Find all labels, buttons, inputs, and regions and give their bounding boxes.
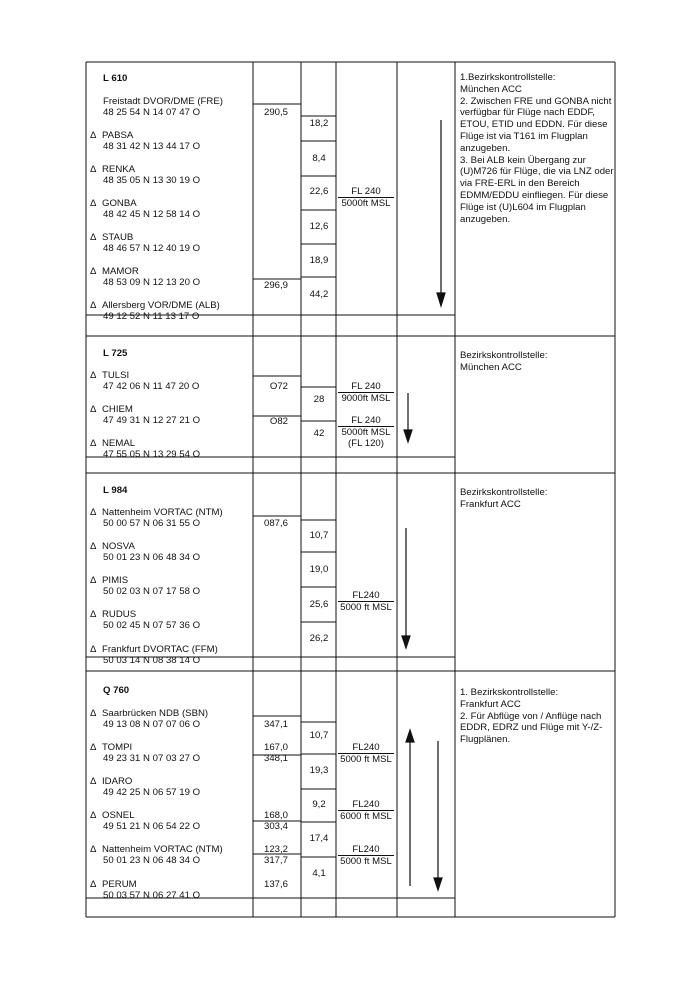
waypoint-row: Δ IDARO [90,776,133,787]
waypoint-coord: 49 13 08 N 07 07 06 O [103,719,201,730]
distance-value: 4,1 [312,868,326,879]
waypoint-row: Δ Nattenheim VORTAC (NTM) [90,507,223,518]
level-cell [336,381,396,404]
waypoint-coord: 48 53 09 N 12 13 20 O [103,277,201,288]
waypoint-row: Δ Frankfurt DVORTAC (FFM) [90,644,218,655]
triangle-icon: Δ [90,130,97,141]
waypoint-row: Δ PABSA [90,130,134,141]
triangle-icon: Δ [90,198,97,209]
waypoint-row: Δ GONBA [90,198,137,209]
lower-level: 6000 ft MSL [340,811,392,822]
triangle-icon: Δ [90,810,97,821]
remarks-block [460,72,616,225]
remark-line: Frankfurt ACC [460,698,521,710]
waypoint-coord: 49 23 31 N 07 03 27 O [103,753,201,764]
direction-arrows [402,120,445,890]
distance-value: 10,7 [309,730,329,741]
waypoint-row: Δ Nattenheim VORTAC (NTM) [90,844,223,855]
distance-value: 18,9 [309,255,329,266]
remark-line: 3. Bei ALB kein Übergang zur (U)M726 für Flüge, die via LNZ oder via FRE-ERL in den Bereich EDMM/EDDU einfliegen. Für diese Flüge ist (U)L604 im Flugplan anzugeben. [460,154,614,225]
route-id: L 610 [103,73,128,84]
waypoint-row: Δ RENKA [90,164,136,175]
waypoint-coord: 47 42 06 N 11 47 20 O [103,381,200,392]
waypoint-coord: 49 51 21 N 06 54 22 O [103,821,201,832]
waypoint-coord: 50 01 23 N 06 48 34 O [103,552,201,563]
triangle-icon: Δ [90,232,97,243]
triangle-icon: Δ [90,644,97,655]
track-value: 290,5 [263,107,288,118]
waypoint-coord: 47 49 31 N 12 27 21 O [103,415,201,426]
distance-value: 42 [313,428,325,439]
triangle-icon: Δ [90,300,97,311]
route-id: L 984 [103,485,128,496]
waypoint-coord: 49 42 25 N 06 57 19 O [103,787,201,798]
waypoint-coord: 48 35 05 N 13 30 19 O [103,175,201,186]
waypoint-row: Δ CHIEM [90,404,133,415]
upper-level: FL240 [352,844,380,855]
remarks-block [460,487,616,511]
triangle-icon: Δ [90,404,97,415]
waypoint-coord: 48 31 42 N 13 44 17 O [103,141,201,152]
waypoint-coord: 50 01 23 N 06 48 34 O [103,855,201,866]
waypoint-coord: 50 02 03 N 07 17 58 O [103,586,201,597]
waypoint-coord: 47 55 05 N 13 29 54 O [103,449,201,460]
waypoint-row: Δ MAMOR [90,266,139,277]
track-value: 167,0 [263,742,288,753]
remark-line: 1.Bezirkskontrollstelle: [460,72,556,83]
track-value: O72 [269,381,288,392]
lower-level: 5000ft MSL [341,198,391,209]
track-value: 087,6 [263,518,288,529]
triangle-icon: Δ [90,575,97,586]
triangle-icon: Δ [90,507,97,518]
upper-level: FL240 [352,799,380,810]
route-id: L 725 [103,348,128,359]
remark-line: Bezirkskontrollstelle: [460,350,548,361]
distance-value: 25,6 [309,599,329,610]
lower-level: 9000ft MSL [341,393,391,404]
triangle-icon: Δ [90,742,97,753]
upper-level: FL 240 [351,381,381,392]
distance-value: 8,4 [312,153,326,164]
waypoint-row: Δ PIMIS [90,575,129,586]
distance-value: 26,2 [309,633,329,644]
distance-value: 22,6 [309,186,329,197]
remark-line: München ACC [460,361,522,373]
waypoint-row: Δ Allersberg VOR/DME (ALB) [90,300,220,311]
track-value: 317,7 [263,855,288,866]
lower-level: 5000 ft MSL [340,602,392,613]
distance-value: 44,2 [309,289,329,300]
waypoint-coord: 50 03 14 N 08 38 14 O [103,655,201,666]
triangle-icon: Δ [90,541,97,552]
distance-value: 19,3 [309,765,329,776]
waypoint-coord: 49 12 52 N 11 13 17 O [103,311,200,322]
level-cell [336,186,396,209]
level-cell [336,844,396,867]
distance-value: 28 [313,394,325,405]
upper-level: FL240 [352,742,380,753]
triangle-icon: Δ [90,879,97,890]
remark-line: 1. Bezirkskontrollstelle: [460,687,559,698]
triangle-icon: Δ [90,776,97,787]
remark-line: München ACC [460,83,522,95]
route-id: Q 760 [103,685,130,696]
waypoint-coord: 48 42 45 N 12 58 14 O [103,209,201,220]
lower-level: 5000 ft MSL [340,754,392,765]
track-value: 303,4 [263,821,288,832]
distance-value: 12,6 [309,221,329,232]
track-value: O82 [269,416,288,427]
waypoint-row: Δ OSNEL [90,810,135,821]
track-value: 137,6 [263,879,288,890]
waypoint-row: Δ NOSVA [90,541,135,552]
track-value: 123,2 [263,844,288,855]
triangle-icon: Δ [90,609,97,620]
waypoint-coord: 50 00 57 N 06 31 55 O [103,518,201,529]
remark-line: Frankfurt ACC [460,498,521,510]
alt-level: (FL 120) [348,438,384,449]
waypoint-row: Δ STAUB [90,232,134,243]
triangle-icon: Δ [90,370,97,381]
remark-line: 2. Zwischen FRE und GONBA nicht verfügbar für Flüge nach EDDF, ETOU, ETID und EDDN. Für diese Flüge ist via T161 im Flugplan anzugeben. [460,95,612,154]
distance-value: 10,7 [309,530,329,541]
waypoint-row: Δ NEMAL [90,438,136,449]
waypoint-row: Δ PERUM [90,879,137,890]
remarks-block [460,687,616,746]
track-value: 347,1 [263,719,288,730]
lower-level: 5000ft MSL [341,427,391,438]
upper-level: FL 240 [351,186,381,197]
distance-value: 17,4 [309,833,329,844]
waypoint-row: Δ RUDUS [90,609,137,620]
level-cell [336,590,396,613]
distance-value: 9,2 [312,799,326,810]
level-cell [336,742,396,765]
waypoint-row: Δ TULSI [90,370,130,381]
waypoint-coord: 48 46 57 N 12 40 19 O [103,243,201,254]
distance-value: 19,0 [309,564,329,575]
track-value: 296,9 [263,280,288,291]
triangle-icon: Δ [90,844,97,855]
level-cell [336,415,396,449]
remark-line: 2. Für Abflüge von / Anflüge nach EDDR, EDRZ und Flüge mit Y-/Z-Flugplänen. [460,710,603,746]
waypoint-coord: 50 03 57 N 06 27 41 O [103,890,201,901]
triangle-icon: Δ [90,708,97,719]
triangle-icon: Δ [90,438,97,449]
waypoint-name: Freistadt DVOR/DME (FRE) [103,96,223,107]
triangle-icon: Δ [90,266,97,277]
waypoint-row: Δ Saarbrücken NDB (SBN) [90,708,209,719]
upper-level: FL 240 [351,415,381,426]
remarks-block [460,350,616,374]
waypoint-row: Δ TOMPI [90,742,133,753]
lower-level: 5000 ft MSL [340,856,392,867]
level-cell [336,799,396,822]
waypoint-coord: 50 02 45 N 07 57 36 O [103,620,201,631]
track-value: 168,0 [263,810,288,821]
remark-line: Bezirkskontrollstelle: [460,487,548,498]
waypoint-coord: 48 25 54 N 14 07 47 O [103,107,201,118]
triangle-icon: Δ [90,164,97,175]
distance-value: 18,2 [309,118,329,129]
upper-level: FL240 [352,590,380,601]
track-value: 348,1 [263,753,288,764]
